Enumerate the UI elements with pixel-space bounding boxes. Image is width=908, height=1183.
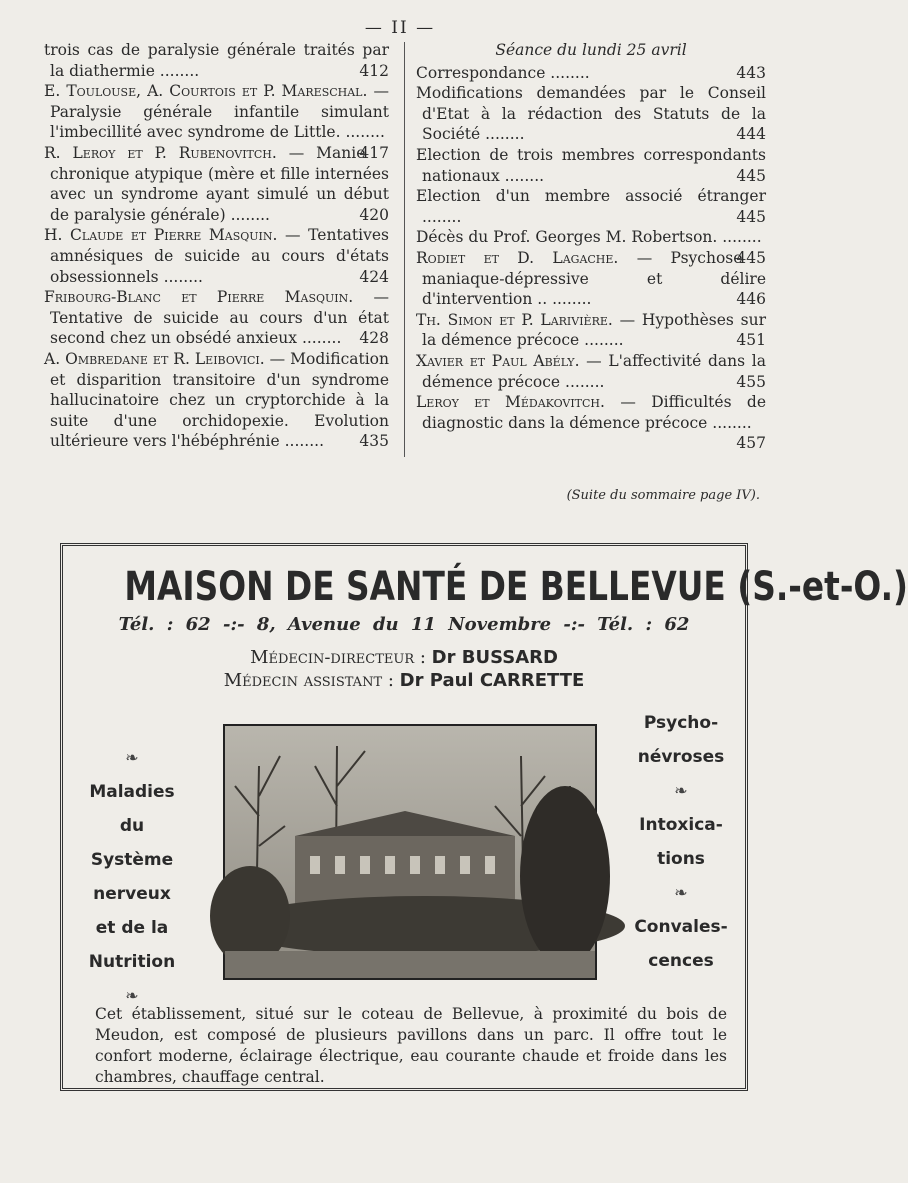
specialty: Psycho- <box>643 713 719 733</box>
leader-dots: ........ <box>560 372 605 391</box>
entry-page: 424 <box>359 267 389 286</box>
specialty: Système <box>90 850 174 870</box>
leader-dots: ........ <box>499 166 545 185</box>
toc-entry <box>44 40 389 81</box>
specialty: Nutrition <box>88 952 176 972</box>
entry-authors: Th. Simon et P. Larivière. <box>416 310 613 329</box>
fleuron-icon: ❧ <box>674 781 688 800</box>
entry-authors: R. Leroy et P. Rubenovitch. <box>44 143 277 162</box>
specialty: et de la <box>95 918 169 938</box>
leader-dots: ........ <box>547 290 592 309</box>
separator: -:- <box>563 614 586 635</box>
fleuron-icon: ❧ <box>674 883 688 902</box>
leader-dots: ........ <box>225 205 270 224</box>
ad-description: Cet établissement, situé sur le coteau de Bellevue, à proximité du bois de Meudon, est composé de plusieurs pavillons dans un parc. Il offre tout le confort moderne, éclairage électrique, eau courante chaude et froide dans les chambres, chauffage central. <box>95 1005 727 1086</box>
leader-dots: ........ <box>154 61 200 80</box>
leader-dots: ........ <box>707 413 752 432</box>
specialty: Intoxica- <box>639 815 723 835</box>
fleuron-icon: ❧ <box>125 986 139 1005</box>
continued-note: (Suite du sommaire page IV). <box>566 488 760 503</box>
entry-page: 457 <box>736 434 766 453</box>
entry-page: 428 <box>359 329 389 348</box>
address: 8, Avenue du 11 Novembre <box>256 614 552 635</box>
entry-authors: E. Toulouse, A. Courtois et P. Mareschal. <box>44 82 368 101</box>
toc-entry <box>416 145 766 186</box>
specialty: cences <box>648 951 714 971</box>
entry-page: 417 <box>359 143 389 162</box>
leader-dots: ........ <box>480 125 525 144</box>
entry-title: Décès du Prof. Georges M. Robertson. <box>416 228 718 247</box>
entry-page: 445 <box>736 248 766 267</box>
building-photo <box>223 724 597 980</box>
entry-title: — Psychose maniaque-dépressive et délire d'intervention .. <box>422 248 766 309</box>
page-number: — II — <box>364 18 436 38</box>
entry-title: — L'affectivité dans la démence précoce <box>422 351 766 391</box>
entry-title: Election d'un membre associé étranger <box>416 187 766 206</box>
assistant-line <box>63 670 745 691</box>
toc-entry <box>416 83 766 145</box>
entry-title: trois cas de paralysie générale traités par la diathermie <box>44 41 389 80</box>
fleuron-icon: ❧ <box>125 748 139 767</box>
leader-dots: ........ <box>297 329 342 348</box>
toc-entry <box>44 225 389 287</box>
entry-authors: H. Claude et Pierre Masquin. <box>44 226 278 245</box>
entry-title: — Hypothèses sur la démence précoce <box>422 310 766 350</box>
entry-authors: A. Ombredane et R. Leibovici. <box>44 349 265 368</box>
entry-title: — Manie chronique atypique (mère et fille internées avec un syndrome ayant simulé un début de paralysie générale) <box>50 143 389 224</box>
toc-entry <box>416 63 766 84</box>
specialty: nerveux <box>93 884 171 904</box>
entry-page: 451 <box>736 331 766 350</box>
tel-right: Tél. : 62 <box>597 614 690 635</box>
toc-entry <box>44 349 389 452</box>
column-divider <box>404 42 405 457</box>
toc-entry <box>44 143 389 225</box>
toc-entry <box>416 392 766 453</box>
specialty: Maladies <box>89 782 175 802</box>
toc-entry <box>416 351 766 392</box>
ad-title: MAISON DE SANTÉ DE BELLEVUE (S.-et-O.) <box>124 564 908 610</box>
entry-page: 445 <box>736 166 766 185</box>
entry-page: 420 <box>359 205 389 224</box>
entry-title: — Tentative de suicide au cours d'un état second chez un obsédé anxieux <box>50 288 389 348</box>
entry-page: 443 <box>736 63 766 82</box>
specialty: Convales- <box>634 917 728 937</box>
separator: -:- <box>222 614 245 635</box>
toc-entry <box>44 287 389 349</box>
entry-title: — Modification et disparition transitoire d'un syndrome hallucinatoire chez un cryptorchide à la suite d'une orchidopexie. Evolution ultérieure vers l'hébéphrénie <box>50 349 389 451</box>
specialty: névroses <box>637 747 725 767</box>
leader-dots: ........ <box>279 432 325 451</box>
entry-title: — Tentatives amnésiques de suicide au cours d'états obsessionnels <box>50 226 389 286</box>
toc-entry <box>416 186 766 227</box>
table-of-contents <box>44 40 766 460</box>
specialty: du <box>119 816 145 836</box>
entry-page: 446 <box>736 290 766 309</box>
assistant-label: Médecin assistant : <box>223 670 394 691</box>
entry-page: 445 <box>736 207 766 226</box>
leader-dots: ........ <box>579 331 624 350</box>
assistant-name: Dr Paul CARRETTE <box>399 670 585 691</box>
entry-title: Correspondance <box>416 63 546 82</box>
entry-page: 455 <box>736 372 766 391</box>
leader-dots: ........ <box>545 63 590 82</box>
entry-title: — Paralysie générale infantile simulant l'imbecillité avec syndrome de Little. <box>50 82 389 142</box>
toc-entry <box>416 310 766 351</box>
entry-title: Modifications demandées par le Conseil d'Etat à la rédaction des Statuts de la Société <box>416 84 766 144</box>
entry-title: — Difficultés de diagnostic dans la démence précoce <box>422 393 766 432</box>
director-label: Médecin-directeur : <box>250 647 426 668</box>
specialty: tions <box>657 849 705 869</box>
leader-dots: ........ <box>158 267 203 286</box>
entry-authors: Rodiet et D. Lagache. <box>416 248 619 267</box>
right-specialties <box>621 706 741 978</box>
tel-left: Tél. : 62 <box>118 614 211 635</box>
toc-entry <box>416 248 766 310</box>
entry-page: 412 <box>359 61 389 80</box>
leader-dots: ........ <box>340 123 385 142</box>
left-specialties <box>77 741 187 1013</box>
leader-dots: ........ <box>422 207 462 226</box>
right-column <box>416 40 766 454</box>
ad-contact-line <box>63 614 745 635</box>
entry-page: 435 <box>359 432 389 451</box>
advertisement <box>60 543 908 1091</box>
director-line <box>63 647 745 668</box>
entry-page: 444 <box>736 125 766 144</box>
entry-authors: Xavier et Paul Abély. <box>416 351 580 370</box>
left-column <box>44 40 389 452</box>
leader-dots: ........ <box>717 228 762 247</box>
director-name: Dr BUSSARD <box>431 647 558 668</box>
session-heading: Séance du lundi 25 avril <box>495 41 687 59</box>
entry-authors: Fribourg-Blanc et Pierre Masquin. <box>44 288 354 307</box>
entry-authors: Leroy et Médakovitch. <box>416 393 605 412</box>
entry-title: Election de trois membres correspondants nationaux <box>416 145 766 185</box>
